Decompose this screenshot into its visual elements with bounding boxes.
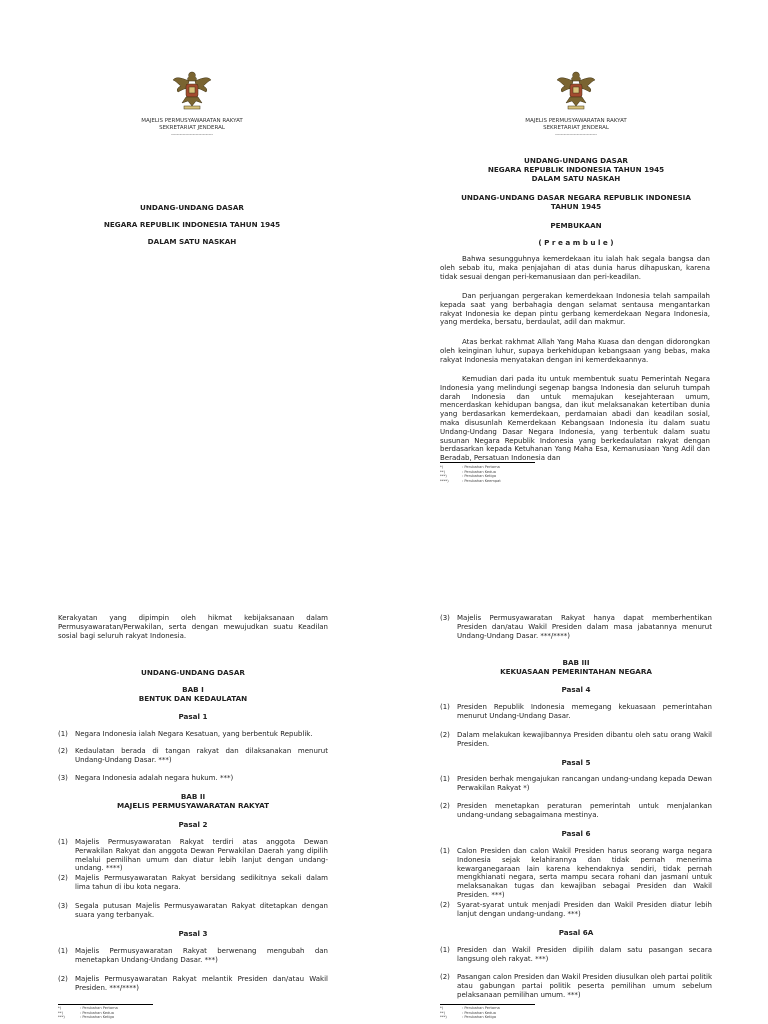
footnote-mark: **) xyxy=(58,1010,63,1015)
footnote-rule xyxy=(440,1004,535,1005)
item-number: (1) xyxy=(440,847,450,855)
item-text: Majelis Permusyawaratan Rakyat berwenang mengubah dan menetapkan Undang-Undang Dasar. ***) xyxy=(75,947,328,964)
footnote-text: : Perubahan Keempat xyxy=(462,478,501,483)
bab1-title: BENTUK DAN KEDAULATAN xyxy=(138,694,248,703)
footnotes-p4 xyxy=(440,1006,560,1020)
list-item xyxy=(58,947,328,965)
list-item xyxy=(58,747,328,765)
pasal6a-heading: Pasal 6A xyxy=(558,928,594,937)
item-number: (1) xyxy=(440,703,450,711)
footnote-mark: ***) xyxy=(440,1015,447,1020)
item-number: (2) xyxy=(58,747,68,755)
item-number: (1) xyxy=(440,946,450,954)
header-right xyxy=(516,118,636,137)
footnotes-p3 xyxy=(58,1006,178,1020)
list-item xyxy=(440,731,712,749)
header-line3: ----------------------------- xyxy=(171,132,213,137)
bab3-title: KEKUASAAN PEMERINTAHAN NEGARA xyxy=(500,667,652,676)
preamble-continuation: Kerakyatan yang dipimpin oleh hikmat kebijaksanaan dalam Permusyawaratan/Perwakilan, serta dengan mewujudkan suatu Keadilan sosial bagi seluruh rakyat Indonesia. xyxy=(58,614,328,640)
item-text: Pasangan calon Presiden dan Wakil Presiden diusulkan oleh partai politik atau gabungan partai politik peserta pemilihan umum sebelum pelaksanaan pemilihan umum. ***) xyxy=(457,973,712,999)
p2-title5: TAHUN 1945 xyxy=(550,202,602,211)
list-item xyxy=(58,730,328,739)
item-text: Presiden berhak mengajukan rancangan undang-undang kepada Dewan Perwakilan Rakyat *) xyxy=(457,775,712,792)
list-item xyxy=(58,838,328,873)
item-number: (2) xyxy=(440,973,450,981)
footnote-text: : Perubahan Kedua xyxy=(462,1010,496,1015)
item-text: Presiden Republik Indonesia memegang kekuasaan pemerintahan menurut Undang-Undang Dasar. xyxy=(457,703,712,720)
list-item xyxy=(440,973,712,999)
item-number: (1) xyxy=(440,775,450,783)
list-item xyxy=(58,975,328,993)
footnote-text: : Perubahan Pertama xyxy=(80,1006,118,1010)
list-item xyxy=(58,874,328,892)
item-number: (2) xyxy=(440,731,450,739)
header-line1: MAJELIS PERMUSYAWARATAN RAKYAT xyxy=(141,118,243,124)
footnotes-p2 xyxy=(440,465,560,483)
item-text: Presiden dan Wakil Presiden dipilih dalam satu pasangan secara langsung oleh rakyat. ***) xyxy=(457,946,712,963)
item-number: (2) xyxy=(440,802,450,810)
item-number: (2) xyxy=(58,975,68,983)
footnote-mark: **) xyxy=(440,1010,445,1015)
bab2-title: MAJELIS PERMUSYAWARATAN RAKYAT xyxy=(116,801,270,810)
header-left xyxy=(132,118,252,137)
item-text: Negara Indonesia ialah Negara Kesatuan, yang berbentuk Republik. xyxy=(75,730,313,738)
pasal4-heading: Pasal 4 xyxy=(561,685,591,694)
p2-pembukaan: PEMBUKAAN xyxy=(550,221,602,230)
list-item xyxy=(440,775,712,793)
preamble-para3: Atas berkat rakhmat Allah Yang Maha Kuasa dan dengan didorongkan oleh keinginan luhur, supaya berkehidupan kebangsaan yang bebas, maka rakyat Indonesia menyatakan dengan ini kemerdekaannya. xyxy=(440,338,710,364)
item-number: (3) xyxy=(58,774,68,782)
footnote-rule xyxy=(440,462,535,463)
footnote-text: : Perubahan Pertama xyxy=(462,465,500,469)
garuda-emblem-icon xyxy=(556,68,596,112)
footnote-text: : Perubahan Pertama xyxy=(462,1006,500,1010)
item-text: Segala putusan Majelis Permusyawaratan Rakyat ditetapkan dengan suara yang terbanyak. xyxy=(75,902,328,919)
list-item xyxy=(58,902,328,920)
preamble-para2: Dan perjuangan pergerakan kemerdekaan Indonesia telah sampailah kepada saat yang berbahagia dengan selamat sentausa mengantarkan rakyat Indonesia ke depan pintu gerbang kemerdekaan Negara Indonesia, yang merdeka, bersatu, berdaulat, adil dan makmur. xyxy=(440,292,710,327)
item-text: Majelis Permusyawaratan Rakyat terdiri atas anggota Dewan Perwakilan Rakyat dan anggota Dewan Perwakilan Daerah yang dipilih melalui pemilihan umum dan diatur lebih lanjut dengan undang-undang. ****) xyxy=(75,838,328,873)
item-text: Kedaulatan berada di tangan rakyat dan dilaksanakan menurut Undang-Undang Dasar. ***) xyxy=(75,747,328,764)
emblem-right xyxy=(556,68,596,112)
bab3-label: BAB III xyxy=(562,658,590,667)
list-item xyxy=(440,901,712,919)
item-text: Majelis Permusyawaratan Rakyat hanya dapat memberhentikan Presiden dan/atau Wakil Presiden dalam masa jabatannya menurut Undang-Undang Dasar. ***/****) xyxy=(457,614,712,640)
footnote-text: : Perubahan Kedua xyxy=(80,1010,114,1015)
footnote-text: : Perubahan Kedua xyxy=(462,469,496,474)
p2-title1: UNDANG-UNDANG DASAR xyxy=(524,156,628,165)
bab1-label: BAB I xyxy=(182,685,204,694)
item-number: (1) xyxy=(58,730,68,738)
garuda-emblem-icon xyxy=(172,68,212,112)
item-text: Syarat-syarat untuk menjadi Presiden dan Wakil Presiden diatur lebih lanjut dengan undang-undang. ***) xyxy=(457,901,712,918)
list-item xyxy=(440,614,712,640)
pasal3-heading: Pasal 3 xyxy=(178,929,208,938)
item-number: (2) xyxy=(58,874,68,882)
footnote-mark: *) xyxy=(440,1006,444,1010)
footnote-mark: *) xyxy=(58,1006,62,1010)
emblem-left xyxy=(172,68,212,112)
list-item xyxy=(440,703,712,721)
cover-title1: UNDANG-UNDANG DASAR xyxy=(140,203,244,212)
pasal2-heading: Pasal 2 xyxy=(178,820,208,829)
footnote-text: : Perubahan Ketiga xyxy=(462,474,497,479)
list-item xyxy=(58,774,328,783)
preamble-para1: Bahwa sesungguhnya kemerdekaan itu ialah hak segala bangsa dan oleh sebab itu, maka penjajahan di atas dunia harus dihapuskan, karena tidak sesuai dengan peri-kemanusiaan dan peri-keadilan. xyxy=(440,255,710,281)
pasal6-heading: Pasal 6 xyxy=(561,829,591,838)
cover-title3: DALAM SATU NASKAH xyxy=(147,237,237,246)
bab2-label: BAB II xyxy=(180,792,206,801)
footnote-text: : Perubahan Ketiga xyxy=(462,1015,497,1020)
header-line2: SEKRETARIAT JENDERAL xyxy=(543,125,609,131)
p2-title2: NEGARA REPUBLIK INDONESIA TAHUN 1945 xyxy=(487,165,665,174)
footnote-mark: **) xyxy=(440,469,445,474)
footnote-mark: ***) xyxy=(58,1015,65,1020)
footnote-mark: *) xyxy=(440,465,444,469)
item-text: Negara Indonesia adalah negara hukum. ***) xyxy=(75,774,234,782)
footnote-text: : Perubahan Ketiga xyxy=(80,1015,115,1020)
header-line2: SEKRETARIAT JENDERAL xyxy=(159,125,225,131)
item-text: Calon Presiden dan calon Wakil Presiden harus seorang warga negara Indonesia sejak kelahirannya dan tidak pernah menerima kewarganegaraan lain karena kehendaknya sendiri, tidak pernah mengkhianati negara, serta mampu secara rohani dan jasmani untuk melaksanakan tugas dan kewajiban sebagai Presiden dan Wakil Presiden. ***) xyxy=(457,847,712,899)
list-item xyxy=(440,946,712,964)
item-number: (3) xyxy=(440,614,450,622)
item-number: (3) xyxy=(58,902,68,910)
pasal5-heading: Pasal 5 xyxy=(561,758,591,767)
header-line3: ----------------------------- xyxy=(555,132,597,137)
footnote-mark: ****) xyxy=(440,478,449,483)
p2-preamble-label: ( P r e a m b u l e ) xyxy=(538,238,614,247)
item-text: Presiden menetapkan peraturan pemerintah untuk menjalankan undang-undang sebagaimana mestinya. xyxy=(457,802,712,819)
item-text: Dalam melakukan kewajibannya Presiden dibantu oleh satu orang Wakil Presiden. xyxy=(457,731,712,748)
item-number: (1) xyxy=(58,838,68,846)
item-number: (2) xyxy=(440,901,450,909)
header-line1: MAJELIS PERMUSYAWARATAN RAKYAT xyxy=(525,118,627,124)
pasal1-heading: Pasal 1 xyxy=(178,712,208,721)
item-text: Majelis Permusyawaratan Rakyat melantik Presiden dan/atau Wakil Presiden. ***/****) xyxy=(75,975,328,992)
p3-uud-heading: UNDANG-UNDANG DASAR xyxy=(141,668,245,677)
list-item xyxy=(440,802,712,820)
cover-title2: NEGARA REPUBLIK INDONESIA TAHUN 1945 xyxy=(103,220,281,229)
preamble-para4: Kemudian dari pada itu untuk membentuk suatu Pemerintah Negara Indonesia yang melindungi segenap bangsa Indonesia dan seluruh tumpah darah Indonesia dan untuk memajukan kesejahteraan umum, mencerdaskan kehidupan bangsa, dan ikut melaksanakan ketertiban dunia yang berdasarkan kemerdekaan, perdamaian abadi dan keadilan sosial, maka disusunlah Kemerdekaan Kebangsaan Indonesia itu dalam suatu Undang-Undang Dasar Negara Indonesia, yang terbentuk dalam suatu susunan Negara Republik Indonesia yang berkedaulatan rakyat dengan berdasarkan kepada Ketuhanan Yang Maha Esa, Kemanusiaan Yang Adil dan Beradab, Persatuan Indonesia dan xyxy=(440,375,710,463)
item-number: (1) xyxy=(58,947,68,955)
list-item xyxy=(440,847,712,900)
p2-title4: UNDANG-UNDANG DASAR NEGARA REPUBLIK INDONESIA xyxy=(461,193,691,202)
footnote-rule xyxy=(58,1004,153,1005)
footnote-mark: ***) xyxy=(440,474,447,479)
item-text: Majelis Permusyawaratan Rakyat bersidang sedikitnya sekali dalam lima tahun di ibu kota negara. xyxy=(75,874,328,891)
p2-title3: DALAM SATU NASKAH xyxy=(531,174,621,183)
